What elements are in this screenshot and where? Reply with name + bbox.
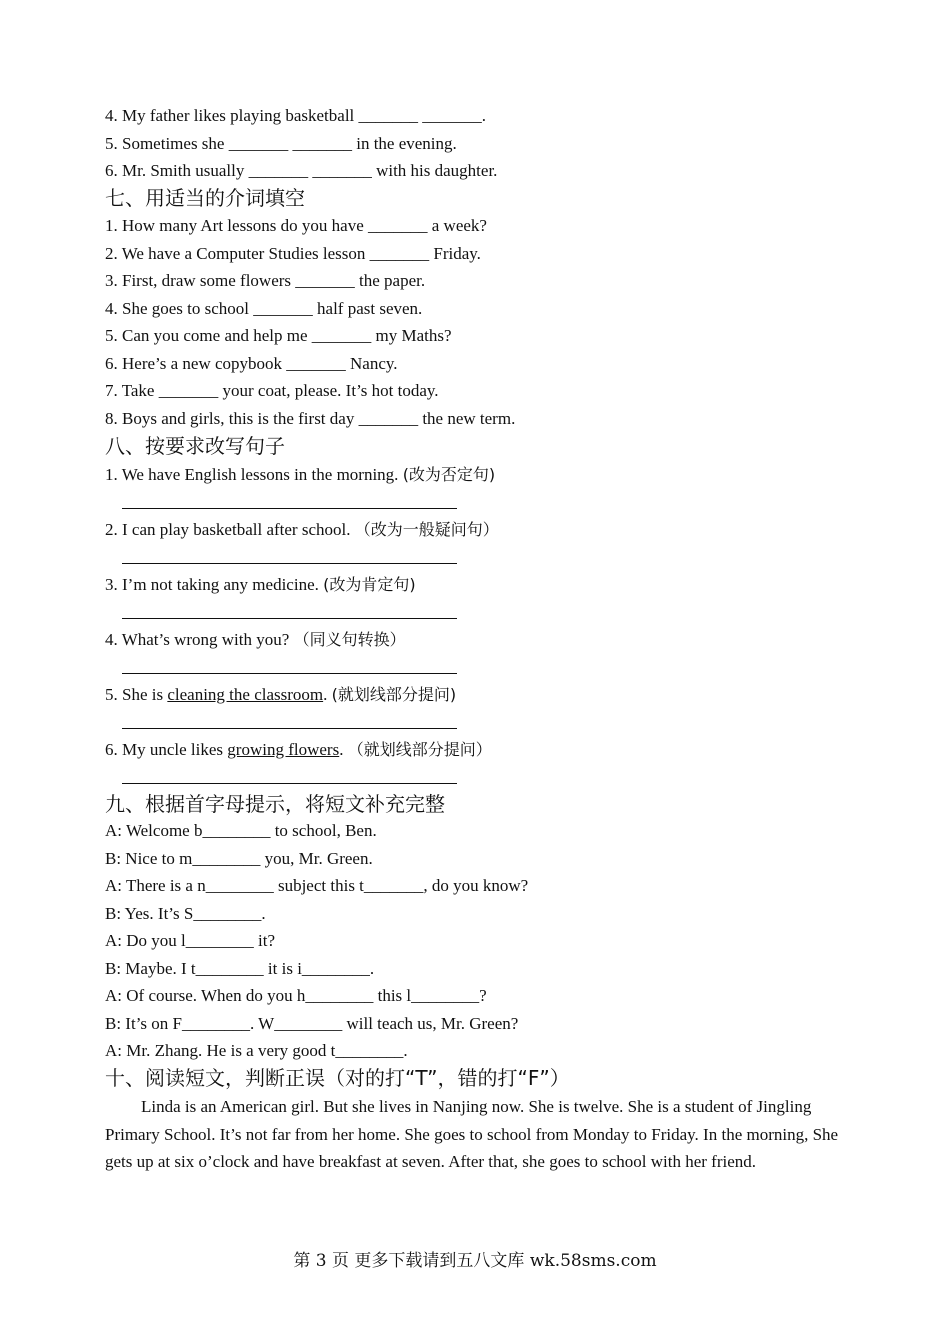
dialogue-line: B: It’s on F________. W________ will teach us, Mr. Green? <box>105 1014 519 1033</box>
exercise-line: 2. We have a Computer Studies lesson _______ Friday. <box>105 244 481 263</box>
underlined-phrase: growing flowers <box>227 740 340 759</box>
section-9-title: 九、根据首字母提示，将短文补充完整 <box>105 792 445 816</box>
dialogue-line: A: Welcome b________ to school, Ben. <box>105 821 377 840</box>
exercise-line: 5. Can you come and help me _______ my Maths? <box>105 326 452 345</box>
rewrite-question-4: 4. What’s wrong with you? （同义句转换） <box>105 630 406 649</box>
answer-line[interactable] <box>122 783 457 784</box>
answer-line[interactable] <box>122 508 457 509</box>
exercise-line: 3. First, draw some flowers _______ the paper. <box>105 271 426 290</box>
dialogue-line: A: Mr. Zhang. He is a very good t________. <box>105 1041 408 1060</box>
rewrite-question-3: 3. I’m not taking any medicine. (改为肯定句) <box>105 575 416 594</box>
rewrite-question-6: 6. My uncle likes growing flowers. （就划线部分提问） <box>105 740 492 759</box>
answer-line[interactable] <box>122 728 457 729</box>
rewrite-question-2: 2. I can play basketball after school. （改为一般疑问句） <box>105 520 499 539</box>
dialogue-line: B: Nice to m________ you, Mr. Green. <box>105 849 373 868</box>
page-footer: 第 3 页 更多下载请到五八文库 wk.58sms.com <box>293 1251 657 1271</box>
section-8-title: 八、按要求改写句子 <box>105 434 285 458</box>
answer-line[interactable] <box>122 563 457 564</box>
exercise-line: 1. How many Art lessons do you have _______ a week? <box>105 216 487 235</box>
exercise-line: 4. She goes to school _______ half past seven. <box>105 299 423 318</box>
answer-line[interactable] <box>122 673 457 674</box>
exercise-line: 5. Sometimes she _______ _______ in the evening. <box>105 134 457 153</box>
rewrite-question-1: 1. We have English lessons in the morning. (改为否定句) <box>105 465 496 484</box>
dialogue-line: A: Do you l________ it? <box>105 931 275 950</box>
dialogue-line: A: Of course. When do you h________ this l________? <box>105 986 487 1005</box>
exercise-line: 8. Boys and girls, this is the first day _______ the new term. <box>105 409 516 428</box>
underlined-phrase: cleaning the classroom <box>167 685 324 704</box>
dialogue-line: B: Maybe. I t________ it is i________. <box>105 959 375 978</box>
rewrite-question-5: 5. She is cleaning the classroom. (就划线部分提问) <box>105 685 457 704</box>
exercise-line: 4. My father likes playing basketball _______ _______. <box>105 106 487 125</box>
reading-passage: Linda is an American girl. But she lives in Nanjing now. She is twelve. She is a student of Jingling Primary School. It’s not far from her home. She goes to school from Monday to Friday. In the morning, She gets up at six o’clock and have breakfast at seven. After that, she goes to school with her friend. <box>105 1097 839 1171</box>
dialogue-line: A: There is a n________ subject this t_______, do you know? <box>105 876 529 895</box>
dialogue-line: B: Yes. It’s S________. <box>105 904 266 923</box>
exercise-line: 6. Here’s a new copybook _______ Nancy. <box>105 354 398 373</box>
section-10-title: 十、阅读短文，判断正误（对的打“T”，错的打“F”） <box>105 1066 570 1090</box>
exercise-line: 6. Mr. Smith usually _______ _______ with his daughter. <box>105 161 498 180</box>
section-7-title: 七、用适当的介词填空 <box>105 186 305 210</box>
exercise-line: 7. Take _______ your coat, please. It’s hot today. <box>105 381 439 400</box>
answer-line[interactable] <box>122 618 457 619</box>
